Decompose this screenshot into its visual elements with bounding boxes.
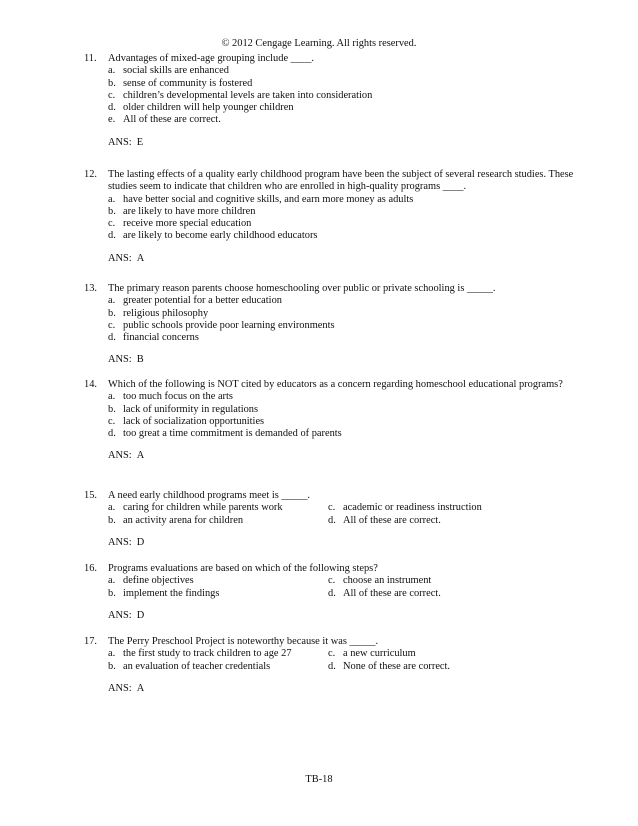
answer-line xyxy=(108,450,584,462)
question-number: 16. xyxy=(84,563,97,574)
option-d xyxy=(328,661,568,673)
option-c xyxy=(108,320,584,332)
option-letter: d. xyxy=(108,428,116,440)
option-text: have better social and cognitive skills, and earn more money as adults xyxy=(123,193,414,205)
question-number: 13. xyxy=(84,283,97,294)
option-text: a new curriculum xyxy=(343,648,416,660)
option-letter: a. xyxy=(108,391,116,403)
option-text: sense of community is fostered xyxy=(123,77,253,89)
option-d xyxy=(328,515,568,527)
option-b xyxy=(108,404,584,416)
option-d xyxy=(328,588,568,600)
option-letter: d. xyxy=(328,514,336,526)
option-list xyxy=(108,391,584,440)
answer-line xyxy=(108,610,584,622)
option-a xyxy=(108,575,328,587)
option-list xyxy=(108,65,584,126)
answer-value: B xyxy=(136,354,144,366)
question-stem: Which of the following is NOT cited by educators as a concern regarding homeschool educational programs? xyxy=(108,379,563,390)
answer-line xyxy=(108,137,584,149)
option-d xyxy=(108,102,584,114)
answer-line xyxy=(108,354,584,366)
option-grid xyxy=(108,648,584,673)
option-text: lack of socialization opportunities xyxy=(123,415,265,427)
option-text: older children will help younger children xyxy=(123,102,294,114)
option-letter: a. xyxy=(108,648,116,660)
option-b xyxy=(108,78,584,90)
option-a xyxy=(108,65,584,77)
option-text: religious philosophy xyxy=(123,307,209,319)
option-text: too much focus on the arts xyxy=(123,391,233,403)
option-text: are likely to have more children xyxy=(123,205,256,217)
option-letter: b. xyxy=(108,514,116,526)
answer-value: A xyxy=(136,252,145,264)
option-a xyxy=(108,502,328,514)
option-letter: d. xyxy=(108,102,116,114)
option-c xyxy=(108,90,584,102)
option-text: academic or readiness instruction xyxy=(343,502,482,514)
option-a xyxy=(108,391,584,403)
option-letter: e. xyxy=(108,114,116,126)
option-text: social skills are enhanced xyxy=(123,65,229,77)
question-12 xyxy=(84,169,584,265)
question-number: 17. xyxy=(84,636,97,647)
option-e xyxy=(108,114,584,126)
answer-label: ANS: xyxy=(108,252,132,264)
option-letter: d. xyxy=(328,587,336,599)
option-c xyxy=(328,648,568,660)
question-number: 14. xyxy=(84,379,97,390)
answer-label: ANS: xyxy=(108,354,132,366)
option-letter: c. xyxy=(108,415,116,427)
option-b xyxy=(108,206,584,218)
option-text: caring for children while parents work xyxy=(123,502,283,514)
option-b xyxy=(108,661,328,673)
question-number: 12. xyxy=(84,169,97,180)
question-stem: Programs evaluations are based on which of the following steps? xyxy=(108,563,378,574)
option-letter: c. xyxy=(108,319,116,331)
option-letter: c. xyxy=(108,218,116,230)
option-c xyxy=(328,502,568,514)
option-text: All of these are correct. xyxy=(123,114,221,126)
option-text: too great a time commitment is demanded of parents xyxy=(123,428,342,440)
option-b xyxy=(108,588,328,600)
option-d xyxy=(108,230,584,242)
option-c xyxy=(108,218,584,230)
option-text: All of these are correct. xyxy=(343,587,441,599)
option-text: All of these are correct. xyxy=(343,514,441,526)
option-text: lack of uniformity in regulations xyxy=(123,403,259,415)
option-b xyxy=(108,515,328,527)
option-text: choose an instrument xyxy=(343,575,432,587)
question-15 xyxy=(84,490,584,549)
option-letter: a. xyxy=(108,65,116,77)
answer-label: ANS: xyxy=(108,609,132,621)
option-letter: c. xyxy=(328,575,336,587)
question-17 xyxy=(84,636,584,695)
option-grid xyxy=(108,575,584,600)
answer-value: D xyxy=(136,536,145,548)
option-letter: c. xyxy=(108,89,116,101)
option-letter: b. xyxy=(108,587,116,599)
option-text: define objectives xyxy=(123,575,194,587)
answer-value: D xyxy=(136,609,145,621)
option-list xyxy=(108,295,584,344)
question-stem: The Perry Preschool Project is noteworthy because it was _____. xyxy=(108,636,379,647)
option-letter: b. xyxy=(108,307,116,319)
question-11 xyxy=(84,53,584,149)
question-stem: Advantages of mixed-age grouping include ____. xyxy=(108,53,315,64)
option-text: receive more special education xyxy=(123,218,252,230)
question-13 xyxy=(84,283,584,367)
question-stem: The lasting effects of a quality early childhood program have been the subject of several research studies. These studies seem to indicate that children who are enrolled in high-quality programs ____. xyxy=(108,169,574,193)
question-number: 11. xyxy=(84,53,97,64)
answer-value: A xyxy=(136,682,145,694)
answer-label: ANS: xyxy=(108,136,132,148)
question-14 xyxy=(84,379,584,463)
option-letter: d. xyxy=(108,230,116,242)
answer-value: A xyxy=(136,450,145,462)
option-letter: b. xyxy=(108,660,116,672)
option-a xyxy=(108,295,584,307)
answer-line xyxy=(108,537,584,549)
option-letter: a. xyxy=(108,575,116,587)
option-grid xyxy=(108,502,584,527)
option-text: an evaluation of teacher credentials xyxy=(123,660,271,672)
question-stem: The primary reason parents choose homeschooling over public or private schooling is _____. xyxy=(108,283,496,294)
option-letter: c. xyxy=(328,502,336,514)
option-text: financial concerns xyxy=(123,332,199,344)
option-text: children’s developmental levels are taken into consideration xyxy=(123,89,373,101)
option-b xyxy=(108,308,584,320)
option-text: greater potential for a better education xyxy=(123,295,282,307)
option-text: are likely to become early childhood educators xyxy=(123,230,318,242)
option-a xyxy=(108,648,328,660)
option-letter: d. xyxy=(108,332,116,344)
answer-value: E xyxy=(136,136,144,148)
answer-line xyxy=(108,683,584,695)
question-number: 15. xyxy=(84,490,97,501)
option-text: public schools provide poor learning environments xyxy=(123,319,335,331)
option-text: the first study to track children to age 27 xyxy=(123,648,292,660)
answer-line xyxy=(108,253,584,265)
option-list xyxy=(108,194,584,243)
option-text: None of these are correct. xyxy=(343,660,451,672)
option-c xyxy=(108,416,584,428)
answer-label: ANS: xyxy=(108,450,132,462)
option-d xyxy=(108,332,584,344)
question-stem: A need early childhood programs meet is _____. xyxy=(108,490,310,501)
option-letter: a. xyxy=(108,193,116,205)
answer-label: ANS: xyxy=(108,682,132,694)
option-c xyxy=(328,575,568,587)
question-16 xyxy=(84,563,584,622)
option-a xyxy=(108,194,584,206)
option-letter: b. xyxy=(108,403,116,415)
option-text: an activity arena for children xyxy=(123,514,244,526)
option-letter: d. xyxy=(328,660,336,672)
option-letter: a. xyxy=(108,502,116,514)
option-d xyxy=(108,428,584,440)
answer-label: ANS: xyxy=(108,536,132,548)
copyright-notice: © 2012 Cengage Learning. All rights reserved. xyxy=(221,38,417,49)
option-text: implement the findings xyxy=(123,587,220,599)
option-letter: c. xyxy=(328,648,336,660)
option-letter: b. xyxy=(108,77,116,89)
page-number: TB-18 xyxy=(305,774,333,785)
option-letter: b. xyxy=(108,205,116,217)
option-letter: a. xyxy=(108,295,116,307)
